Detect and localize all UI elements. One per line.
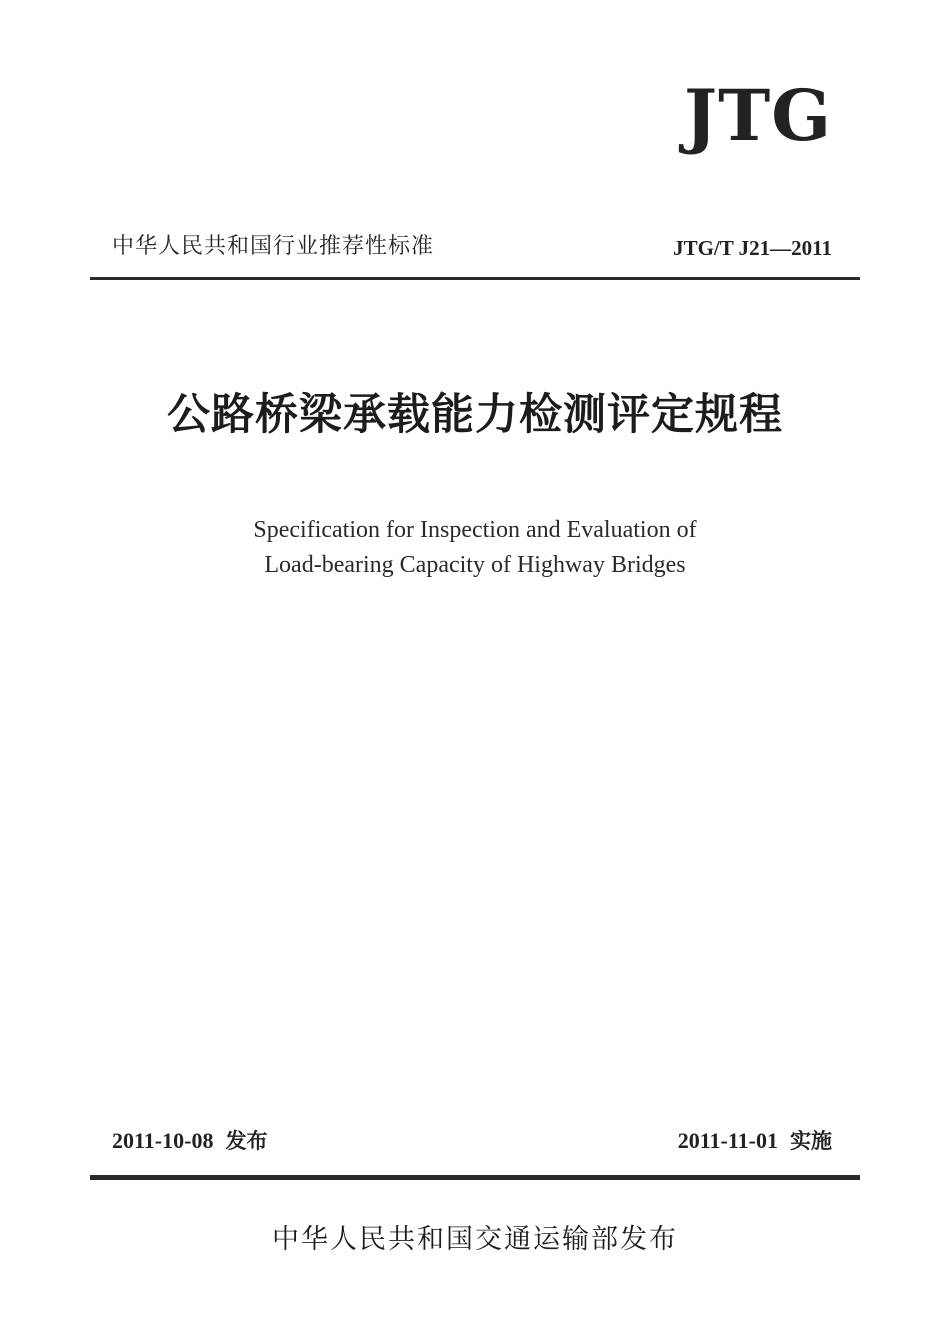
issue-label: 发布 xyxy=(225,1129,268,1153)
bottom-divider xyxy=(90,1175,860,1180)
publisher: 中华人民共和国交通运输部发布 xyxy=(272,1224,678,1255)
jtg-logo: JTG xyxy=(684,74,832,157)
implement-label: 实施 xyxy=(790,1129,832,1153)
standard-code: JTG/T J21—2011 xyxy=(673,236,832,260)
implement-date-block xyxy=(678,1126,832,1156)
standard-category: 中华人民共和国行业推荐性标准 xyxy=(112,234,435,259)
issue-date-block xyxy=(112,1126,267,1156)
implement-date: 2011-11-01 xyxy=(677,1128,778,1153)
issue-date: 2011-10-08 xyxy=(112,1128,214,1153)
document-title-en-line1: Specification for Inspection and Evaluation of xyxy=(253,517,697,543)
document-title-en-line2: Load-bearing Capacity of Highway Bridges xyxy=(264,552,686,578)
top-divider xyxy=(90,277,860,280)
document-title-zh: 公路桥梁承载能力检测评定规程 xyxy=(167,390,783,440)
